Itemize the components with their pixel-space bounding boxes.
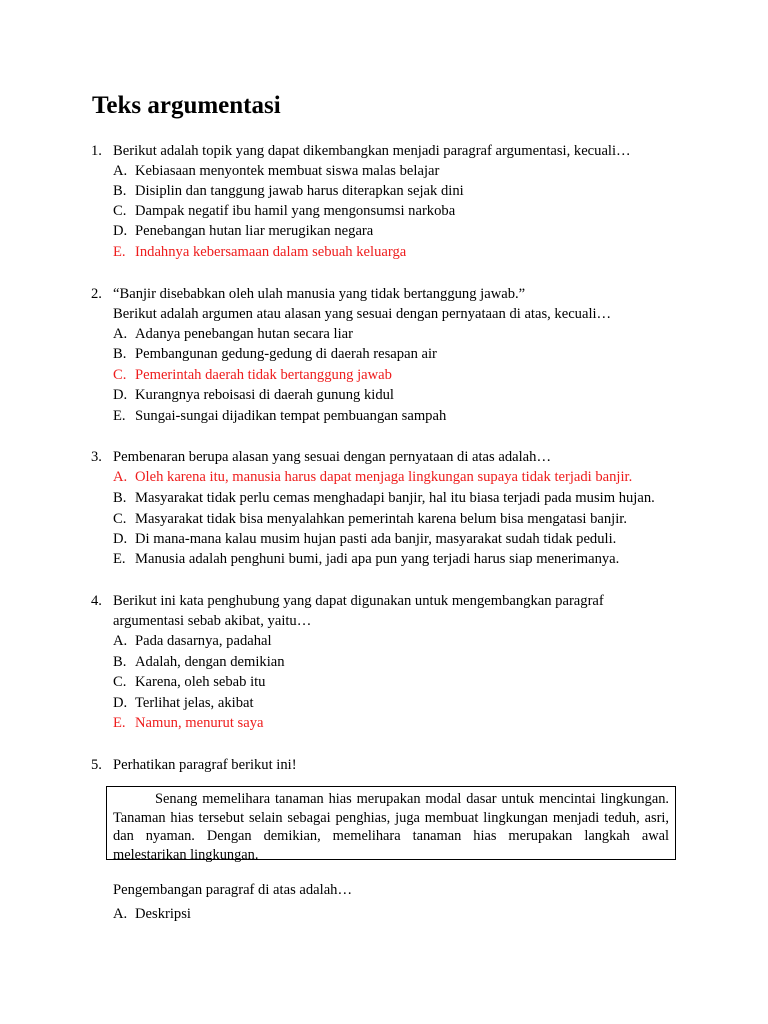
option-letter: C.	[113, 511, 127, 527]
option-letter: A.	[113, 469, 128, 485]
option-4b	[113, 652, 285, 672]
option-letter: E.	[113, 551, 126, 567]
option-2b	[113, 344, 437, 364]
option-text: Manusia adalah penghuni bumi, jadi apa pun yang terjadi harus siap menerimanya.	[135, 551, 620, 567]
option-letter: D.	[113, 387, 128, 403]
option-2a	[113, 324, 353, 344]
option-text: Dampak negatif ibu hamil yang mengonsumsi narkoba	[135, 203, 456, 219]
option-letter: B.	[113, 346, 127, 362]
option-text: Adanya penebangan hutan secara liar	[135, 326, 353, 342]
option-letter: B.	[113, 183, 127, 199]
option-text: Terlihat jelas, akibat	[135, 695, 254, 711]
option-letter: C.	[113, 367, 127, 383]
option-2e	[113, 406, 446, 426]
option-4a	[113, 631, 272, 651]
option-text: Sungai-sungai dijadikan tempat pembuangan sampah	[135, 408, 447, 424]
question-3	[91, 447, 552, 467]
option-text: Di mana-mana kalau musim hujan pasti ada banjir, masyarakat sudah tidak peduli.	[135, 531, 617, 547]
option-text: Oleh karena itu, manusia harus dapat menjaga lingkungan supaya tidak terjadi banjir.	[135, 469, 633, 485]
option-letter: B.	[113, 654, 127, 670]
option-text: Kurangnya reboisasi di daerah gunung kidul	[135, 387, 394, 403]
option-1a	[113, 161, 439, 181]
option-3a-answer	[113, 467, 632, 487]
option-4e-answer	[113, 713, 263, 733]
option-letter: D.	[113, 695, 128, 711]
option-text: Pemerintah daerah tidak bertanggung jawab	[135, 367, 392, 383]
option-letter: B.	[113, 490, 127, 506]
option-text: Pada dasarnya, padahal	[135, 633, 272, 649]
option-4c	[113, 672, 265, 692]
option-text: Masyarakat tidak bisa menyalahkan pemerintah karena belum bisa mengatasi banjir.	[135, 511, 627, 527]
question-2	[91, 284, 526, 304]
option-1e-answer	[113, 242, 406, 262]
option-letter: E.	[113, 715, 126, 731]
option-letter: E.	[113, 244, 126, 260]
question-number: 2.	[91, 286, 102, 302]
passage-box	[106, 786, 676, 863]
option-3b	[113, 488, 655, 508]
option-3c	[113, 509, 627, 529]
option-letter: D.	[113, 531, 128, 547]
option-text: Kebiasaan menyontek membuat siswa malas belajar	[135, 163, 440, 179]
question-number: 4.	[91, 593, 102, 609]
option-3d	[113, 529, 616, 549]
question-number: 5.	[91, 757, 102, 773]
option-text: Deskripsi	[135, 906, 191, 922]
option-text: Indahnya kebersamaan dalam sebuah keluarga	[135, 244, 407, 260]
option-letter: A.	[113, 633, 128, 649]
option-text: Namun, menurut saya	[135, 715, 264, 731]
question-number: 1.	[91, 143, 102, 159]
question-text: Berikut adalah topik yang dapat dikembangkan menjadi paragraf argumentasi, kecuali…	[113, 143, 631, 159]
option-letter: C.	[113, 203, 127, 219]
option-text: Penebangan hutan liar merugikan negara	[135, 223, 374, 239]
option-letter: A.	[113, 906, 128, 922]
question-text: Pembenaran berupa alasan yang sesuai dengan pernyataan di atas adalah…	[113, 449, 552, 465]
option-letter: A.	[113, 163, 128, 179]
option-text: Masyarakat tidak perlu cemas menghadapi banjir, hal itu biasa terjadi pada musim hujan.	[135, 490, 655, 506]
question-text-line-1: Berikut ini kata penghubung yang dapat digunakan untuk mengembangkan paragraf	[113, 593, 604, 609]
option-5a	[113, 904, 191, 924]
option-2c-answer	[113, 365, 392, 385]
option-letter: A.	[113, 326, 128, 342]
question-text: Perhatikan paragraf berikut ini!	[113, 757, 297, 773]
option-letter: C.	[113, 674, 127, 690]
passage-text: Senang memelihara tanaman hias merupakan modal dasar untuk mencintai lingkungan. Tanaman hias tersebut selain sebagai penghias, juga membuat lingkungan menjadi teduh, asri, dan nyaman. Dengan demikian, memelihara tanaman hias merupakan langkah awal melestarikan lingkungan.	[113, 791, 669, 863]
option-text: Pembangunan gedung-gedung di daerah resapan air	[135, 346, 437, 362]
question-quote: “Banjir disebabkan oleh ulah manusia yang tidak bertanggung jawab.”	[113, 286, 526, 302]
option-text: Adalah, dengan demikian	[135, 654, 285, 670]
option-letter: E.	[113, 408, 126, 424]
question-number: 3.	[91, 449, 102, 465]
question-text-line-2: argumentasi sebab akibat, yaitu…	[113, 613, 312, 629]
question-5	[91, 755, 297, 775]
page-title: Teks argumentasi	[92, 92, 281, 119]
option-text: Disiplin dan tanggung jawab harus diterapkan sejak dini	[135, 183, 464, 199]
question-5-prompt: Pengembangan paragraf di atas adalah…	[113, 882, 353, 898]
option-2d	[113, 385, 394, 405]
option-4d	[113, 693, 254, 713]
question-1	[91, 141, 631, 161]
option-text: Karena, oleh sebab itu	[135, 674, 266, 690]
option-letter: D.	[113, 223, 128, 239]
option-1d	[113, 221, 373, 241]
question-4	[91, 591, 604, 611]
question-2-text: Berikut adalah argumen atau alasan yang sesuai dengan pernyataan di atas, kecuali…	[113, 306, 612, 322]
option-1b	[113, 181, 464, 201]
option-3e	[113, 549, 619, 569]
option-1c	[113, 201, 455, 221]
